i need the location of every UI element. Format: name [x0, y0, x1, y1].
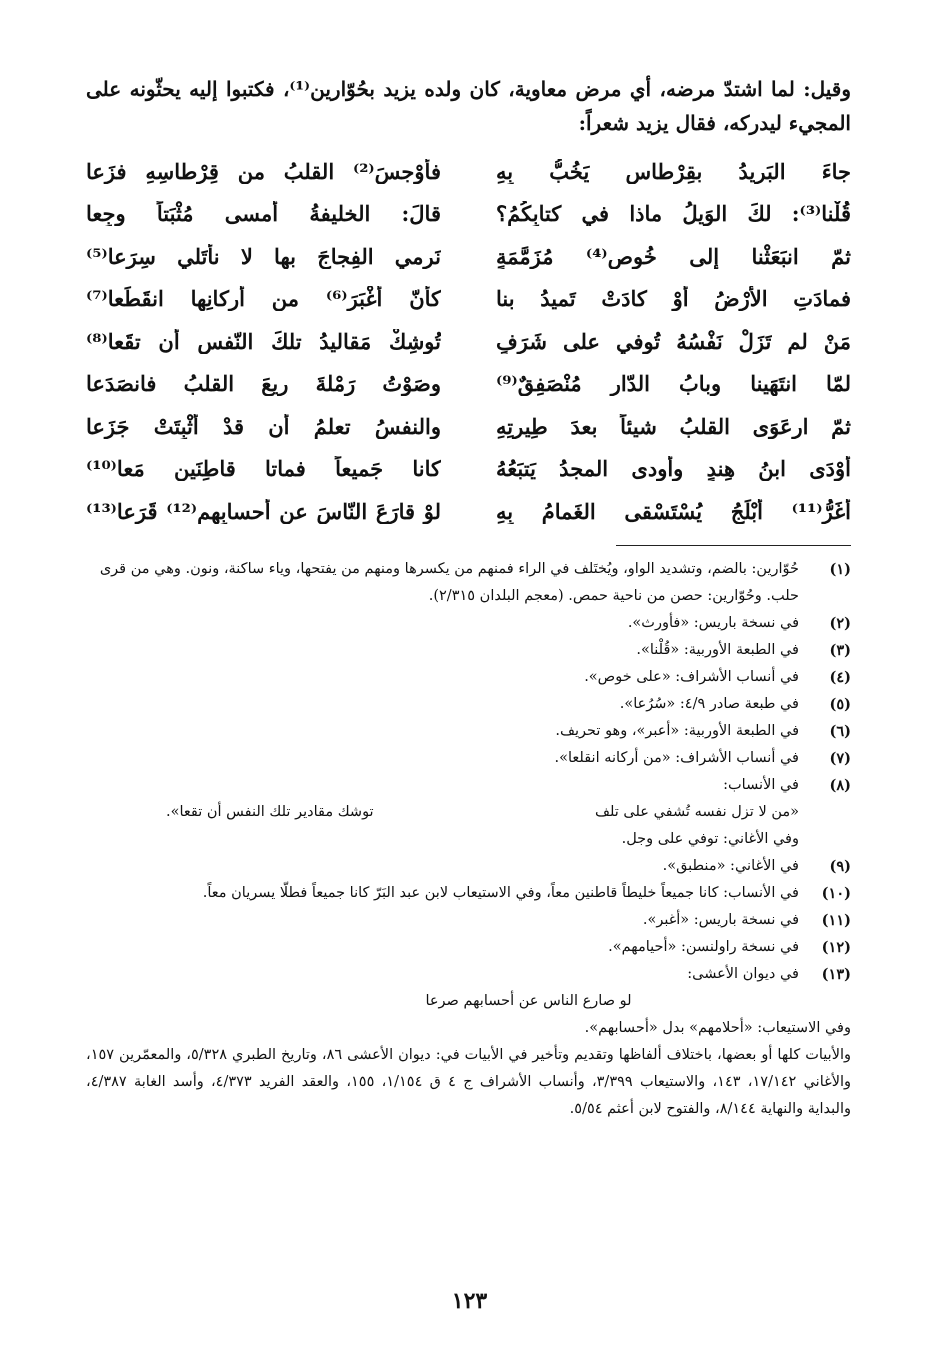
footnote-number: (١١)	[821, 911, 851, 929]
poem-line	[86, 150, 851, 193]
footnote-text: في الطبعة الأوربية: «قُلْنا».	[636, 641, 799, 658]
footnote	[86, 556, 851, 610]
hemistich-left: كانا جَميعاً فماتا قاطِنَينِ مَعا⁽¹⁰⁾	[86, 456, 441, 482]
page-content	[86, 72, 851, 1123]
footnote-text: في نسخة باريس: «أغبر».	[642, 911, 799, 928]
footnote-number: (١٠)	[821, 884, 851, 902]
poem-line	[86, 320, 851, 363]
footnote-divider	[616, 545, 851, 546]
verse-left: توشك مقادير تلك النفس أن تقعا».	[166, 803, 374, 820]
hemistich-right: مَنْ لم تَزَلْ نَفْسُهُ تُوفي على شَرَفٍ	[496, 328, 851, 354]
footnote-text: في الأنساب: كانا جميعاً خليطاً قاطنين معاً، وفي الاستيعاب لابن عبد البَرّ كانا جميعاً فطلّا يسريان معاً.	[202, 884, 799, 901]
footnote-continuation: وفي الاستيعاب: «أحلامهم» بدل «أحسابهم».	[584, 1019, 851, 1036]
footnote-text: في طبعة صادر ٤/٩: «سُرُعا».	[619, 695, 799, 712]
footnote	[86, 718, 851, 745]
footnote-text: حُوّارين: بالضم، وتشديد الواو، ويُختَلف في الراء فمنهم من يكسرها ومنهم من يفتحها، وياء ساكنة، ونون. وهي من قرى حلب. وحُوّارين: حصن من ناحية حمص. (معجم البلدان ٢/٣١٥).	[99, 560, 799, 604]
footnote-continuation: وفي الأغاني: توفي على وجل.	[621, 830, 799, 847]
intro-paragraph: وقيل: لما اشتدّ مرضه، أي مرض معاوية، كان ولده يزيد بحُوّارين⁽¹⁾، فكتبوا إليه يحثّونه على المجيء ليدركه، فقال يزيد شعراً:	[86, 77, 852, 135]
footnote-number: (٤)	[829, 668, 851, 686]
footnote-number: (١)	[829, 560, 851, 578]
hemistich-left: قالَ: الخليفةُ أمسى مُثْبَتاً وجِعا	[86, 201, 441, 227]
footnote-verse: لو صارع الناس عن أحسابهم صرعا	[425, 992, 632, 1009]
footnote-text: في أنساب الأشراف: «من أركانه انقلعا».	[554, 749, 799, 766]
poem-line	[86, 363, 851, 406]
footnote-text: في الأنساب:	[723, 776, 799, 793]
poem-line	[86, 235, 851, 278]
footnote-number: (٧)	[829, 749, 851, 767]
footnote-text: في أنساب الأشراف: «على خوص».	[584, 668, 799, 685]
footnote-continuation: والأبيات كلها أو بعضها، باختلاف ألفاظها وتقديم وتأخير في الأبيات في: ديوان الأعشى ٨٦، وتاريخ الطبري ٥/٣٢٨، والمعمّرين ١٥٧، والأغاني ١٧/١٤٢، ١٤٣، والاستيعاب ٣/٣٩٩، وأنساب الأشراف ج ٤ ق ١/١٥٤، ١٥٥، والعقد الفريد ٤/٣٧٣، وأسد الغابة ٤/٣٨٧، والبداية والنهاية ٨/١٤٤، والفتوح لابن أعثم ٥/٥٤.	[86, 1046, 852, 1117]
footnotes	[86, 556, 851, 1123]
footnote-number: (٣)	[829, 641, 851, 659]
footnote-number: (١٢)	[821, 938, 851, 956]
footnote	[86, 934, 851, 961]
footnote	[86, 691, 851, 718]
hemistich-left: لوْ قارَعَ النّاسَ عن أحسابِهم⁽¹²⁾ قَرَعا⁽¹³⁾	[86, 498, 441, 524]
hemistich-right: قُلْنا⁽³⁾: لكَ الوَيلُ ماذا في كتابِكُمُ؟	[496, 201, 851, 227]
footnote-number: (٥)	[829, 695, 851, 713]
poem-line	[86, 278, 851, 321]
page-number: ١٢٣	[451, 1288, 488, 1314]
footnote-text: في ديوان الأعشى:	[687, 965, 799, 982]
footnote	[86, 637, 851, 664]
footnote	[86, 853, 851, 880]
hemistich-left: نَرمي الفِجاجَ بها لا نأتَلي سِرَعا⁽⁵⁾	[86, 243, 441, 269]
hemistich-left: كأنّ أغْبَرَ⁽⁶⁾ من أركانِها انقَطَعا⁽⁷⁾	[86, 286, 441, 312]
footnote-number: (٦)	[829, 722, 851, 740]
poem-line	[86, 405, 851, 448]
hemistich-right: لمّا انتَهَينا وبابُ الدّارِ مُنْصَفِقٌ⁽⁹⁾	[496, 371, 851, 397]
verse-right: «من لا تزل نفسه تُشفي على تلف	[594, 803, 799, 820]
poem-line	[86, 448, 851, 491]
footnote-text: في نسخة راولنسن: «أحيامهم».	[608, 938, 799, 955]
hemistich-right: ثمّ انبَعَثْنا إلى خُوصٍ⁽⁴⁾ مُزَمَّمَةٍ	[496, 243, 851, 269]
footnote-number: (٩)	[829, 857, 851, 875]
hemistich-left: وصَوْتُ رَمْلةَ رِيعَ القلبُ فانصَدَعا	[86, 371, 441, 397]
footnote-text: في الأغاني: «منطبق».	[662, 857, 799, 874]
footnote-verse	[86, 799, 851, 826]
footnote	[86, 664, 851, 691]
poem	[86, 150, 851, 533]
poem-line	[86, 490, 851, 533]
footnote	[86, 907, 851, 934]
hemistich-right: جاءَ البَريدُ بقِرْطاسٍ يَخُبُّ بِهِ	[496, 158, 851, 184]
footnote-number: (٢)	[829, 614, 851, 632]
hemistich-right: أغَرُّ⁽¹¹⁾ أبْلَجُ يُسْتَسْقى الغَمامُ بِهِ	[496, 498, 851, 524]
footnote	[86, 745, 851, 772]
footnote-text: في نسخة باريس: «فأورث».	[627, 614, 799, 631]
footnote	[86, 610, 851, 637]
hemistich-left: والنفسُ تعلمُ أن قدْ أُثْبِتَتْ جَزَعا	[86, 413, 441, 439]
hemistich-right: أوْدَى ابنُ هِندٍ وأودى المجدُ يَتبَعُهُ	[496, 456, 851, 482]
footnote-text: في الطبعة الأوربية: «أعبر»، وهو تحريف.	[555, 722, 799, 739]
hemistich-left: فأوْجسَ⁽²⁾ القلبُ من قِرْطاسِهِ فزَعا	[86, 158, 441, 184]
hemistich-right: فمادَتِ الأرْضُ أوْ كادَتْ تَميدُ بنا	[496, 286, 851, 312]
hemistich-left: تُوشِكْ مَقاليدُ تلكَ النّفسِ أن تقَعا⁽⁸⁾	[86, 328, 441, 354]
poem-line	[86, 193, 851, 236]
footnote-number: (١٣)	[821, 965, 851, 983]
footnote	[86, 961, 851, 988]
hemistich-right: ثمّ ارعَوَى القلبُ شيئاً بعدَ طِيرتِهِ	[496, 413, 851, 439]
footnote-number: (٨)	[829, 776, 851, 794]
footnote	[86, 880, 851, 907]
footnote	[86, 772, 851, 799]
